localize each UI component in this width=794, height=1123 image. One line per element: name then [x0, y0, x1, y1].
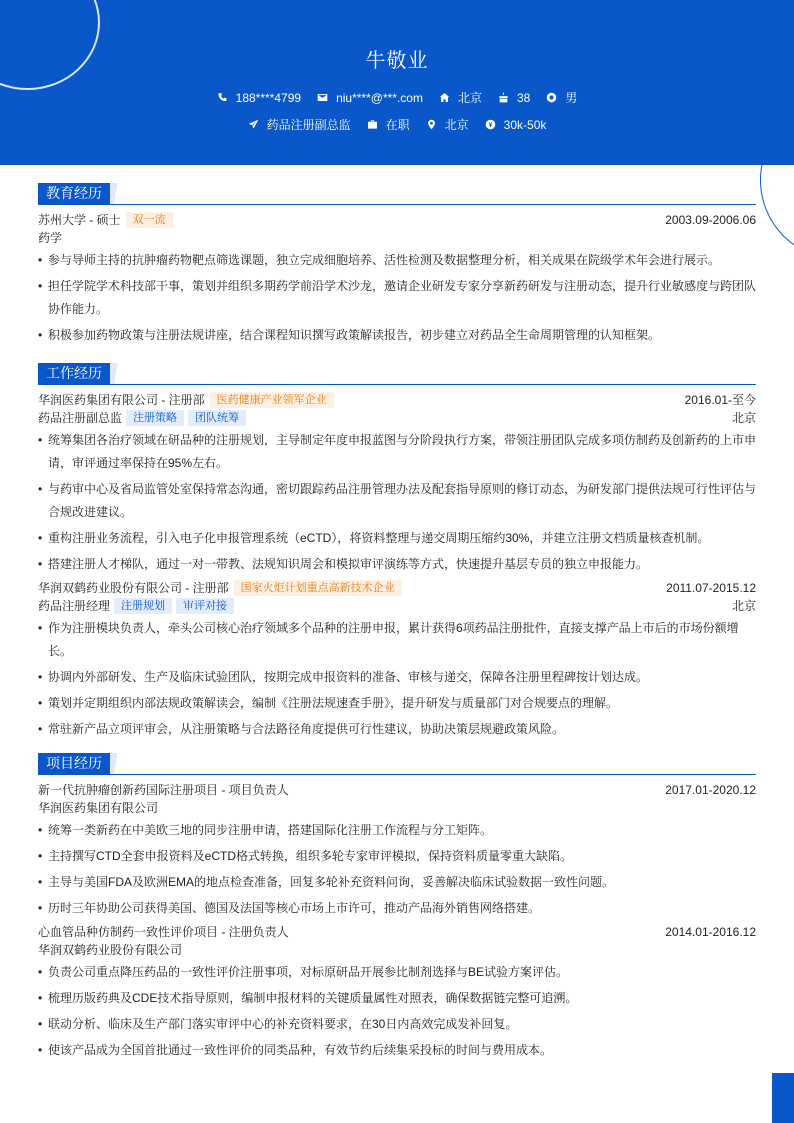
- position-row: [38, 597, 756, 615]
- list-item: • 使该产品成为全国首批通过一致性评价的同类品种，有效节约后续集采投标的时间与费用成本。: [38, 1039, 756, 1062]
- skill-tag: 团队统筹: [188, 410, 246, 426]
- list-item: • 历时三年协助公司获得美国、德国及法国等核心市场上市许可，推动产品海外销售网络搭建。: [38, 897, 756, 920]
- education-header-row: [38, 211, 756, 229]
- cake-icon: [498, 92, 509, 103]
- work-bullets: [38, 429, 756, 576]
- job-status-info: [367, 116, 410, 133]
- phone-info: [217, 91, 301, 105]
- skill-tag: 注册规划: [114, 598, 172, 614]
- briefcase-icon: [367, 119, 378, 130]
- project-entry: [38, 781, 756, 920]
- education-section: [38, 183, 756, 350]
- section-title: 项目经历: [38, 753, 110, 774]
- project-date: 2017.01-2020.12: [665, 783, 756, 797]
- list-item: • 负责公司重点降压药品的一致性评价注册事项，对标原研品开展参比制剂选择与BE试验方案评估。: [38, 961, 756, 984]
- list-item: • 统筹一类新药在中美欧三地的同步注册申请，搭建国际化注册工作流程与分工矩阵。: [38, 819, 756, 842]
- skill-tag: 注册策略: [126, 410, 184, 426]
- projects-section: [38, 753, 756, 1065]
- list-item: • 协调内外部研发、生产及临床试验团队，按期完成申报资料的准备、审核与递交，保障各注册里程碑按计划达成。: [38, 666, 756, 689]
- project-entry: [38, 923, 756, 1062]
- education-bullets: [38, 249, 756, 347]
- work-location: 北京: [731, 411, 756, 425]
- major-row: [38, 229, 756, 247]
- list-item: • 常驻新产品立项评审会，从注册策略与合法路径角度提供可行性建议，协助决策层规避政策风险。: [38, 718, 756, 741]
- list-item: • 联动分析、临床及生产部门落实审评中心的补充资料要求，在30日内高效完成发补回复。: [38, 1013, 756, 1036]
- contact-info-row: [0, 89, 794, 106]
- work-location: 北京: [731, 599, 756, 613]
- money-icon: [485, 119, 496, 130]
- education-entry: [38, 211, 756, 347]
- major: 药学: [38, 231, 63, 245]
- work-entry: [38, 391, 756, 576]
- education-date: 2003.09-2006.06: [665, 213, 756, 227]
- project-company: 华润医药集团有限公司: [38, 801, 159, 815]
- list-item: • 梳理历版药典及CDE技术指导原则，编制申报材料的关键质量属性对照表，确保数据链完整可追溯。: [38, 987, 756, 1010]
- school-tag: 双一流: [126, 212, 173, 228]
- project-company: 华润双鹤药业股份有限公司: [38, 943, 183, 957]
- project-bullets: [38, 819, 756, 920]
- school-name: 苏州大学 - 硕士: [38, 213, 121, 227]
- company-tag: 医药健康产业领军企业: [210, 392, 334, 408]
- send-icon: [248, 119, 259, 130]
- position-row: [38, 409, 756, 427]
- company-name: 华润双鹤药业股份有限公司 - 注册部: [38, 581, 229, 595]
- position: 药品注册副总监: [38, 411, 123, 425]
- salary-info: [485, 118, 547, 132]
- resume-header: [0, 0, 794, 165]
- section-header: [38, 363, 756, 385]
- phone-icon: [217, 92, 228, 103]
- job-status-text: 在职: [385, 118, 410, 132]
- phone-text: 188****4799: [235, 90, 302, 105]
- company-tag: 国家火炬计划重点高新技术企业: [234, 580, 402, 596]
- work-header-row: [38, 579, 756, 597]
- work-date: 2011.07-2015.12: [666, 581, 756, 595]
- email-info: [317, 91, 423, 105]
- list-item: • 统筹集团各治疗领域在研品种的注册规划，主导制定年度申报蓝图与分阶段执行方案，带领注册团队完成多项仿制药及创新药的上市申请，审评通过率保持在95%左右。: [38, 429, 756, 475]
- gender-text: 男: [565, 91, 578, 105]
- home-icon: [439, 92, 450, 103]
- project-company-row: [38, 941, 756, 959]
- decorative-bar: [772, 1073, 794, 1123]
- list-item: • 搭建注册人才梯队，通过一对一带教、法规知识周会和模拟审评演练等方式，快速提升基层专员的独立申报能力。: [38, 553, 756, 576]
- gender-icon: [546, 92, 557, 103]
- position: 药品注册经理: [38, 599, 111, 613]
- list-item: • 与药审中心及省局监管处室保持常态沟通，密切跟踪药品注册管理办法及配套指导原则的修订动态，为研发部门提供法规可行性评估与合规改进建议。: [38, 478, 756, 524]
- job-intention-row: [0, 116, 794, 133]
- target-city-text: 北京: [444, 118, 469, 132]
- work-header-row: [38, 391, 756, 409]
- city-info: [439, 89, 482, 106]
- project-name: 新一代抗肿瘤创新药国际注册项目 - 项目负责人: [38, 783, 289, 797]
- skill-tag: 审评对接: [176, 598, 234, 614]
- list-item: • 重构注册业务流程，引入电子化申报管理系统（eCTD），将资料整理与递交周期压缩约30%，并建立注册文档质量核查机制。: [38, 527, 756, 550]
- project-date: 2014.01-2016.12: [665, 925, 756, 939]
- candidate-name: 牛敬业: [365, 50, 429, 72]
- project-name: 心血管品种仿制药一致性评价项目 - 注册负责人: [38, 925, 289, 939]
- list-item: • 主导与美国FDA及欧洲EMA的地点检查准备，回复多轮补充资料问询，妥善解决临床试验数据一致性问题。: [38, 871, 756, 894]
- project-header-row: [38, 781, 756, 799]
- list-item: • 作为注册模块负责人，牵头公司核心治疗领域多个品种的注册申报，累计获得6项药品注册批件，直接支撑产品上市后的市场份额增长。: [38, 617, 756, 663]
- salary-text: 30k-50k: [503, 117, 547, 132]
- list-item: • 积极参加药物政策与注册法规讲座，结合课程知识撰写政策解读报告，初步建立对药品全生命周期管理的认知框架。: [38, 324, 756, 347]
- email-icon: [317, 92, 328, 103]
- city-text: 北京: [457, 91, 482, 105]
- section-header: [38, 183, 756, 205]
- section-header: [38, 753, 756, 775]
- section-title: 教育经历: [38, 183, 110, 204]
- location-pin-icon: [426, 119, 437, 130]
- work-section: [38, 363, 756, 744]
- age-text: 38: [516, 90, 531, 105]
- target-position-text: 药品注册副总监: [266, 118, 351, 132]
- list-item: • 担任学院学术科技部干事，策划并组织多期药学前沿学术沙龙，邀请企业研发专家分享新药研发与注册动态，提升行业敏感度与跨团队协作能力。: [38, 275, 756, 321]
- list-item: • 参与导师主持的抗肿瘤药物靶点筛选课题，独立完成细胞培养、活性检测及数据整理分析，相关成果在院级学术年会进行展示。: [38, 249, 756, 272]
- work-date: 2016.01-至今: [684, 393, 756, 407]
- gender-info: [546, 89, 577, 106]
- target-position-info: [248, 116, 351, 133]
- work-entry: [38, 579, 756, 741]
- age-info: [498, 91, 530, 105]
- work-bullets: [38, 617, 756, 741]
- target-city-info: [426, 116, 469, 133]
- list-item: • 策划并定期组织内部法规政策解读会，编制《注册法规速查手册》，提升研发与质量部门对合规要点的理解。: [38, 692, 756, 715]
- section-title: 工作经历: [38, 363, 110, 384]
- list-item: • 主持撰写CTD全套申报资料及eCTD格式转换，组织多轮专家审评模拟，保持资料质量零重大缺陷。: [38, 845, 756, 868]
- email-text: niu****@***.com: [336, 90, 423, 105]
- project-bullets: [38, 961, 756, 1062]
- project-header-row: [38, 923, 756, 941]
- project-company-row: [38, 799, 756, 817]
- company-name: 华润医药集团有限公司 - 注册部: [38, 393, 205, 407]
